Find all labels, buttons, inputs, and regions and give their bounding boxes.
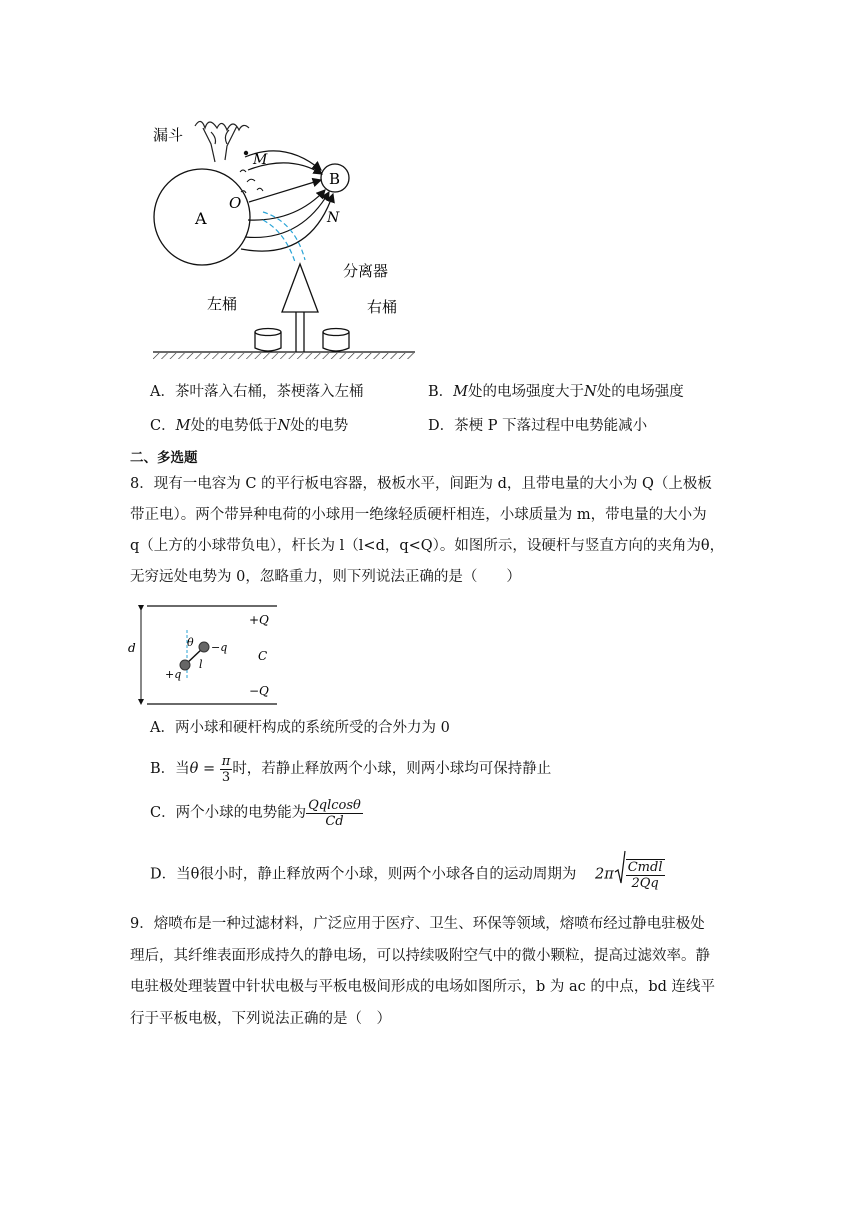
q8-line: 8．现有一电容为 C 的平行板电容器，极板水平，间距为 d，且带电量的大小为 Q（上极板: [130, 476, 712, 492]
q8-option-c: [150, 796, 363, 830]
option-text: 处的电势低于: [190, 418, 278, 434]
option-text: 时，若静止释放两个小球，则两小球均可保持静止: [232, 761, 552, 777]
q7-option-c: [150, 416, 348, 436]
label-plus-q-plate: +Q: [249, 613, 269, 627]
right-bucket: [323, 329, 349, 352]
label-plus-q-ball: +q: [165, 668, 182, 681]
option-text: C．两个小球的电势能为: [150, 805, 307, 821]
sqrt-radical: [614, 850, 626, 899]
fraction-pi-over-3: [220, 754, 233, 785]
var-m: M: [453, 384, 469, 400]
var-m: M: [175, 418, 191, 434]
separator-triangle: [282, 264, 318, 312]
var-theta: θ: [189, 761, 199, 777]
option-letter: C．: [150, 418, 176, 434]
q9-line: 理后，其纤维表面形成持久的静电场，可以持续吸附空气中的微小颗粒，提高过滤效率。静: [130, 947, 710, 964]
option-letter: B．: [428, 384, 454, 400]
q8-stem: [130, 469, 740, 593]
q8-option-a: A．两小球和硬杆构成的系统所受的合外力为 0: [150, 720, 450, 736]
fraction-denominator: 2Qq: [631, 875, 659, 891]
fraction-numerator: Cmdl: [627, 859, 663, 875]
q7-option-b: [428, 382, 684, 402]
q9-stem: [130, 909, 740, 1035]
var-n: N: [277, 418, 291, 434]
fraction-numerator: Qqlcosθ: [308, 797, 361, 813]
left-bucket: [255, 329, 281, 352]
label-a: A: [195, 209, 207, 228]
label-minus-q-ball: −q: [211, 641, 228, 654]
label-theta: θ: [187, 636, 194, 649]
q8-option-d: [150, 850, 665, 899]
positive-ball: [180, 660, 190, 670]
coefficient-2pi: 2π: [594, 866, 614, 883]
option-text: 处的电势: [290, 418, 349, 434]
q9-line: 行于平板电极，下列说法正确的是（ ）: [130, 1010, 391, 1027]
label-c: C: [258, 649, 268, 663]
q8-line: q（上方的小球带负电），杆长为 l（l<d，q<Q）。如图所示，设硬杆与竖直方向的夹角为θ，: [130, 538, 725, 554]
q9-line: 9．熔喷布是一种过滤材料，广泛应用于医疗、卫生、环保等领域，熔喷布经过静电驻极处: [130, 916, 705, 932]
capacitor-figure: [125, 600, 285, 710]
fraction-energy: [306, 798, 363, 829]
fraction-denominator: 3: [221, 769, 231, 785]
label-separator: 分离器: [343, 262, 389, 280]
var-n: N: [584, 384, 597, 400]
negative-ball: [199, 642, 209, 652]
q8-line: 无穷远处电势为 0，忽略重力，则下列说法正确的是（ ）: [130, 569, 521, 585]
label-n: N: [327, 210, 340, 226]
label-minus-q-plate: −Q: [249, 684, 269, 698]
q7-option-d: D．茶梗 P 下落过程中电势能减小: [428, 418, 648, 434]
fraction-numerator: π: [221, 753, 231, 769]
option-text: D．当θ很小时，静止释放两个小球，则两个小球各自的运动周期为: [150, 866, 577, 883]
option-text: 处的电场强度: [596, 384, 684, 400]
tea-separator-figure: [145, 112, 430, 364]
q8-option-b: [150, 752, 551, 786]
label-left-bucket: 左桶: [207, 295, 238, 313]
label-l: l: [199, 658, 203, 671]
label-o: O: [229, 194, 242, 212]
tea-leaves-icon: [195, 121, 249, 162]
label-d: d: [128, 641, 136, 655]
equals-sign: =: [198, 761, 220, 777]
q9-line: 电驻极处理装置中针状电极与平板电极间形成的电场如图所示，b 为 ac 的中点，bd 连线平: [130, 979, 716, 995]
fraction-denominator: Cd: [325, 813, 344, 829]
label-right-bucket: 右桶: [367, 298, 398, 316]
q8-line: 带正电）。两个带异种电荷的小球用一绝缘轻质硬杆相连，小球质量为 m，带电量的大小为: [130, 507, 707, 523]
option-text: B．当: [150, 761, 190, 777]
fraction-period: [626, 859, 665, 891]
label-m: M: [253, 152, 268, 168]
section-heading: 二、多选题: [130, 450, 198, 466]
label-b: B: [329, 170, 341, 188]
q7-option-a: A．茶叶落入右桶，茶梗落入左桶: [150, 384, 364, 400]
option-text: 处的电场强度大于: [468, 384, 585, 400]
label-funnel: 漏斗: [153, 126, 184, 144]
